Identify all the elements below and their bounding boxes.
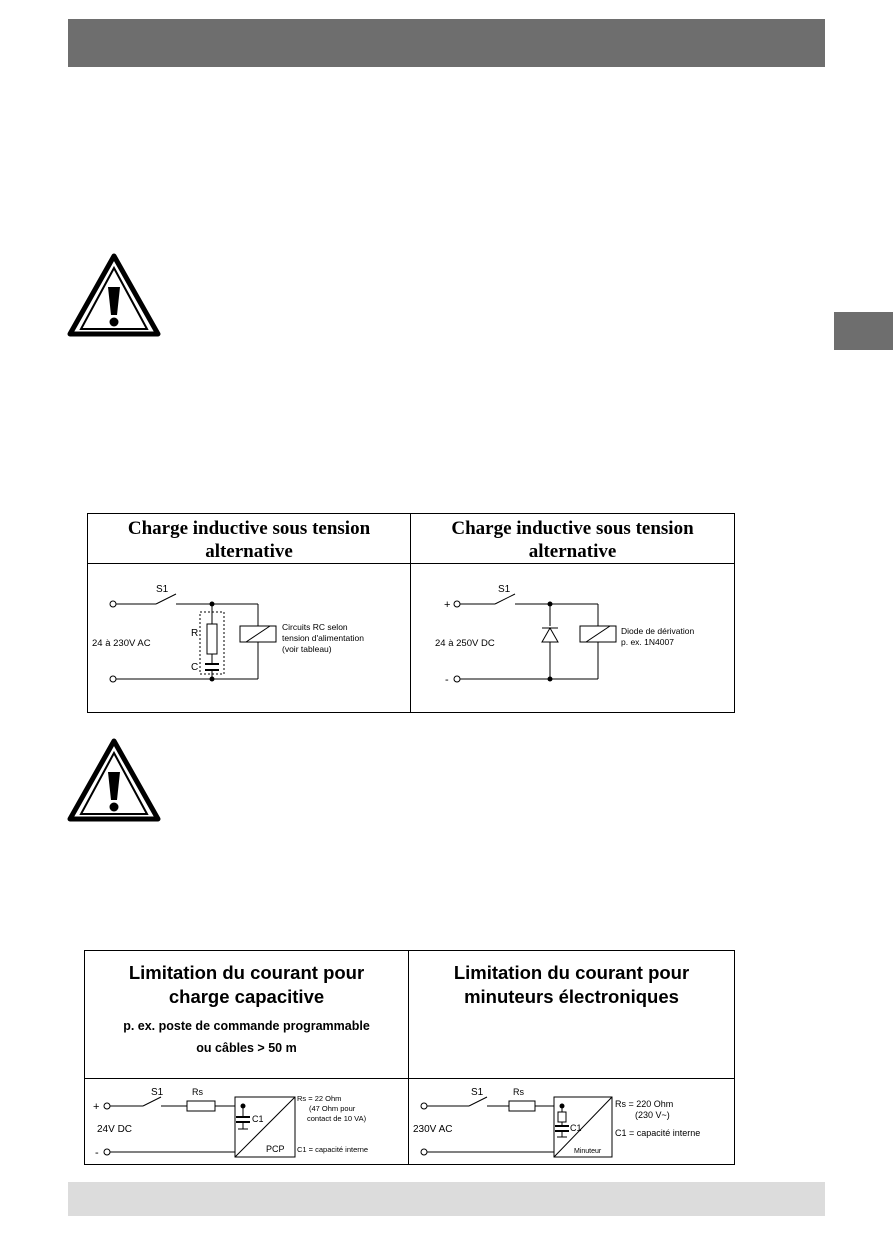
supply-label: 24 à 250V DC [435, 638, 495, 649]
minus-label: - [445, 674, 449, 686]
rc-note-line-3: (voir tableau) [282, 644, 332, 654]
switch-label: S1 [151, 1087, 164, 1098]
diode-note-line-2: p. ex. 1N4007 [621, 637, 674, 647]
footer-bar [68, 1182, 825, 1216]
pcp-circuit-diagram [85, 1079, 406, 1159]
current-limit-table [84, 950, 735, 1165]
table1-right-diagram-cell [411, 564, 735, 713]
cap-label: C1 [252, 1114, 264, 1124]
device-label: PCP [266, 1144, 285, 1154]
cap-note: C1 = capacité interne [297, 1145, 369, 1154]
table2-left-title: Limitation du courant pour charge capacitive [128, 962, 365, 1007]
rc-note-line-1: Circuits RC selon [282, 622, 348, 632]
chapter-tab [834, 312, 893, 350]
resistor-label: Rs [192, 1087, 203, 1097]
switch-label: S1 [471, 1087, 484, 1098]
supply-label: 24 à 230V AC [92, 638, 151, 649]
rs-line-1: Rs = 220 Ohm [615, 1099, 674, 1109]
plus-label: + [93, 1101, 100, 1113]
table2-left-subtitle-2: ou câbles > 50 m [196, 1041, 297, 1055]
rc-circuit-diagram [88, 564, 408, 707]
rs-line-2: (47 Ohm pour [309, 1104, 356, 1113]
table2-left-subtitle-1: p. ex. poste de commande programmable [123, 1019, 370, 1033]
diode-circuit-diagram [411, 564, 732, 707]
timer-circuit-diagram [409, 1079, 732, 1159]
switch-label: S1 [156, 584, 169, 595]
header-bar [68, 19, 825, 67]
rc-note-line-2: tension d'alimentation [282, 633, 364, 643]
inductive-load-table [87, 513, 735, 713]
table1-right-title: Charge inductive sous tension alternative [451, 518, 694, 562]
rs-line-1: Rs = 22 Ohm [297, 1094, 342, 1103]
device-label: Minuteur [574, 1148, 602, 1155]
warning-icon [67, 738, 161, 822]
resistor-label: R [191, 628, 199, 639]
minus-label: - [95, 1147, 99, 1159]
table1-left-title: Charge inductive sous tension alternative [127, 518, 371, 562]
switch-label: S1 [498, 584, 511, 595]
rs-line-2: (230 V~) [635, 1110, 670, 1120]
table1-left-header [88, 514, 411, 564]
cap-note: C1 = capacité interne [615, 1128, 701, 1138]
table1-left-diagram-cell [88, 564, 411, 713]
supply-label: 230V AC [413, 1124, 453, 1135]
warning-icon [67, 253, 161, 337]
rs-line-3: contact de 10 VA) [307, 1114, 367, 1123]
table2-right-header [409, 951, 735, 1079]
table2-right-diagram-cell [409, 1079, 735, 1165]
table2-left-header [85, 951, 409, 1079]
table1-right-header [411, 514, 735, 564]
resistor-label: Rs [513, 1087, 524, 1097]
capacitor-label: C [191, 662, 199, 673]
supply-label: 24V DC [97, 1124, 133, 1135]
diode-note-line-1: Diode de dérivation [621, 626, 695, 636]
table2-right-title: Limitation du courant pour minuteurs électroniques [453, 962, 690, 1007]
plus-label: + [444, 599, 451, 611]
cap-label: C1 [570, 1123, 582, 1133]
table2-left-diagram-cell [85, 1079, 409, 1165]
